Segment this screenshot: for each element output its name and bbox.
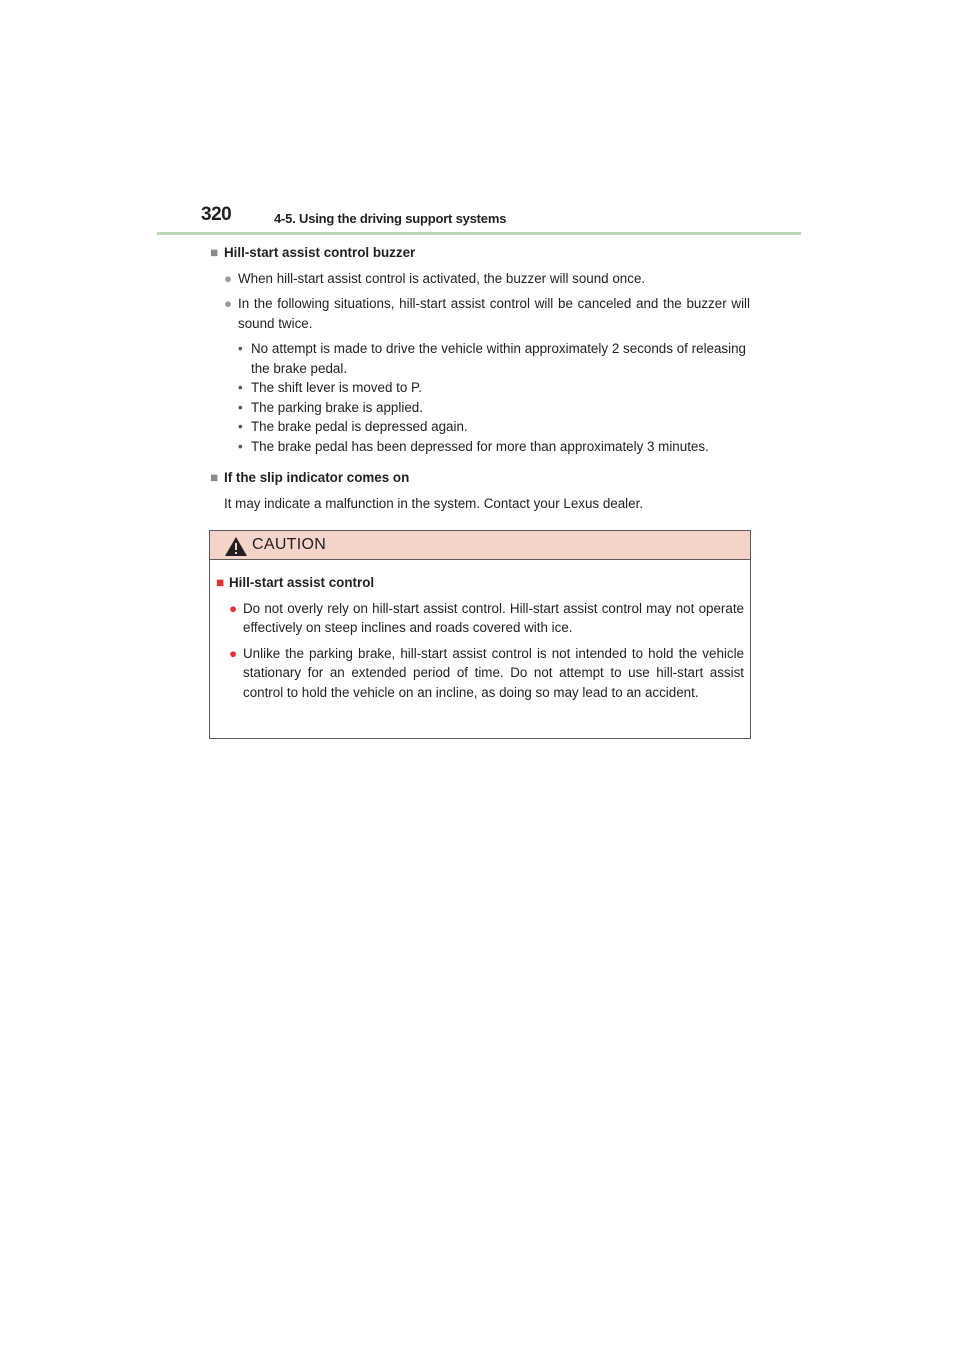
buzzer-heading-text: Hill-start assist control buzzer (224, 245, 416, 260)
header-rule (157, 232, 801, 235)
caution-title: CAUTION (252, 536, 327, 553)
list-item (210, 437, 750, 457)
buzzer-bullet-1 (210, 269, 750, 289)
page-number: 320 (201, 204, 232, 225)
slip-indicator-text: It may indicate a malfunction in the system. Contact your Lexus dealer. (224, 495, 644, 511)
list-item (210, 417, 750, 437)
square-marker-icon: ■ (210, 245, 219, 260)
square-marker-icon: ■ (216, 575, 225, 590)
list-item (210, 339, 750, 378)
caution-bullet-2 (216, 644, 744, 703)
list-item (210, 378, 750, 398)
list-item-text: The brake pedal is depressed again. (251, 419, 468, 434)
main-content (210, 243, 750, 513)
buzzer-bullet-2-text: In the following situations, hill-start assist control will be canceled and the buzzer will sound twice. (238, 296, 750, 331)
caution-box (209, 530, 751, 739)
list-item (210, 398, 750, 418)
caution-heading (216, 573, 744, 593)
bullet-dot-icon: ● (224, 296, 233, 311)
slip-indicator-heading-text: If the slip indicator comes on (224, 470, 410, 485)
slip-indicator-heading (210, 468, 750, 488)
list-item-text: The brake pedal has been depressed for more than approximately 3 minutes. (251, 438, 709, 454)
middot-icon: • (238, 399, 243, 415)
bullet-dot-icon: ● (229, 645, 238, 661)
cancel-conditions-list (210, 339, 750, 456)
caution-heading-text: Hill-start assist control (229, 575, 375, 590)
buzzer-heading (210, 243, 750, 263)
caution-bullet-1-text: Do not overly rely on hill-start assist control. Hill-start assist control may not operate effectively on steep inclines and roads covered with ice. (243, 600, 744, 635)
bullet-dot-icon: ● (224, 270, 233, 286)
warning-triangle-icon (225, 537, 247, 556)
list-item-text: The shift lever is moved to P. (251, 380, 422, 395)
middot-icon: • (238, 438, 243, 454)
bullet-dot-icon: ● (229, 600, 238, 616)
list-item-text: No attempt is made to drive the vehicle within approximately 2 seconds of releasing the brake pedal. (251, 341, 746, 376)
buzzer-bullet-2 (210, 294, 750, 333)
caution-bullet-2-text: Unlike the parking brake, hill-start assist control is not intended to hold the vehicle stationary for an extended period of time. Do not attempt to use hill-start assist control to hold the vehicle on an incline, as doing so may lead to an accident. (243, 645, 744, 700)
middot-icon: • (238, 419, 243, 434)
middot-icon: • (238, 341, 243, 356)
buzzer-bullet-1-text: When hill-start assist control is activated, the buzzer will sound once. (238, 270, 646, 286)
caution-bullet-1 (216, 599, 744, 638)
caution-header (210, 531, 750, 560)
caution-body (210, 560, 750, 702)
section-title: 4-5. Using the driving support systems (274, 211, 507, 226)
list-item-text: The parking brake is applied. (251, 399, 423, 415)
square-marker-icon: ■ (210, 470, 219, 485)
middot-icon: • (238, 380, 243, 395)
